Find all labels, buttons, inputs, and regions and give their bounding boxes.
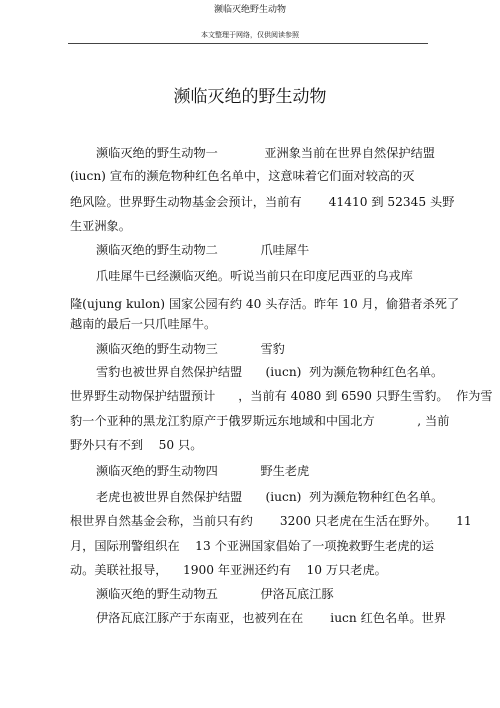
body-line: 濒临灭绝的野生动物五 伊洛瓦底江豚 bbox=[96, 587, 334, 601]
body-line: 根世界自然基金会称，当前只有约 3200 只老虎在生活在野外。 11 bbox=[70, 514, 472, 528]
body-line: 隆(ujung kulon) 国家公园有约 40 头存活。昨年 10 月，偷猎者杀死了 bbox=[70, 297, 460, 311]
body-line: (iucn) 宣布的濒危物种红色名单中，这意味着它们面对较高的灭 bbox=[70, 169, 415, 183]
document-title: 濒临灭绝的野生动物 bbox=[173, 87, 327, 107]
body-line: 濒临灭绝的野生动物四 野生老虎 bbox=[96, 464, 310, 478]
body-line: 濒临灭绝的野生动物三 雪豹 bbox=[96, 342, 285, 356]
body-line: 世界野生动物保护结盟预计 ，当前有 4080 到 6590 只野生雪豹。 作为雪 bbox=[70, 389, 493, 403]
header-note: 本文整理于网络，仅供阅读参照 bbox=[201, 31, 299, 39]
body-line: 豹一个亚种的黑龙江豹原产于俄罗斯远东地域和中国北方 , 当前 bbox=[70, 414, 450, 428]
header-divider bbox=[68, 43, 428, 44]
body-line: 濒临灭绝的野生动物二 爪哇犀牛 bbox=[96, 243, 310, 257]
body-line: 老虎也被世界自然保护结盟 (iucn) 列为濒危物种红色名单。 bbox=[96, 490, 444, 504]
header-title: 濒临灭绝野生动物 bbox=[213, 5, 286, 15]
body-line: 越南的最后一只爪哇犀牛。 bbox=[70, 317, 217, 331]
body-line: 爪哇犀牛已经濒临灭绝。听说当前只在印度尼西亚的乌戎库 bbox=[96, 269, 413, 283]
body-line: 濒临灭绝的野生动物一 亚洲象当前在世界自然保护结盟 bbox=[96, 146, 435, 160]
body-line: 伊洛瓦底江豚产于东南亚，也被列在在 iucn 红色名单。世界 bbox=[96, 611, 446, 625]
body-line: 绝风险。世界野生动物基金会预计，当前有 41410 到 52345 头野 bbox=[70, 195, 455, 209]
body-line: 生亚洲象。 bbox=[70, 219, 131, 233]
body-line: 雪豹也被世界自然保护结盟 (iucn) 列为濒危物种红色名单。 bbox=[96, 365, 444, 379]
body-line: 月，国际刑警组织在 13 个亚洲国家倡始了一项挽救野生老虎的运 bbox=[70, 539, 434, 553]
body-line: 动。美联社报导， 1900 年亚洲还约有 10 万只老虎。 bbox=[70, 563, 387, 577]
body-line: 野外只有不到 50 只。 bbox=[70, 438, 203, 452]
